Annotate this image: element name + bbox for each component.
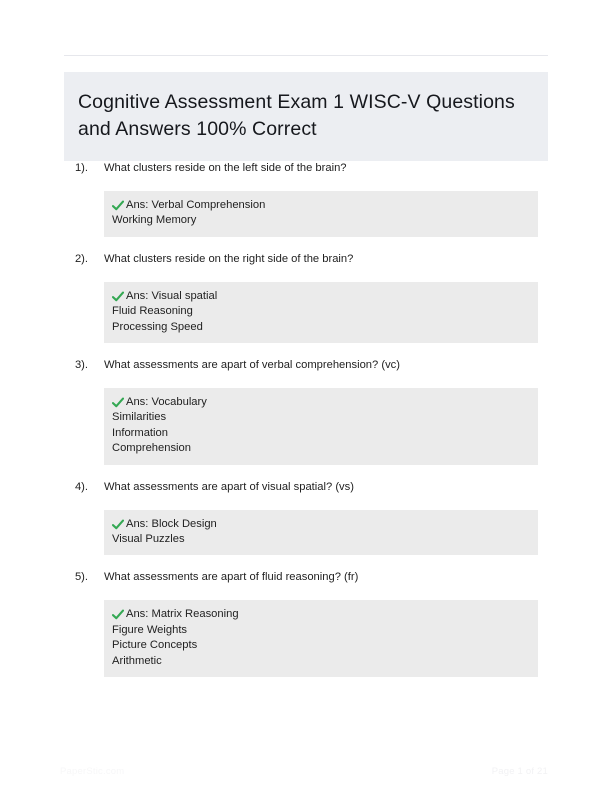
answer-text: Ans: Visual spatial — [126, 289, 218, 302]
answer-text: Comprehension — [112, 442, 191, 455]
check-mark-icon — [112, 396, 124, 409]
question-block — [0, 569, 606, 677]
answer-text: Picture Concepts — [112, 639, 198, 652]
answer-line — [112, 638, 530, 653]
question-text: What clusters reside on the right side of the brain? — [104, 252, 354, 265]
answer-text: Ans: Verbal Comprehension — [126, 199, 266, 211]
question-text: What clusters reside on the left side of the brain? — [104, 162, 347, 174]
answer-box — [104, 388, 538, 465]
answer-line — [112, 623, 530, 638]
answer-box — [104, 282, 538, 343]
page-number: Page 1 of 21 — [491, 766, 548, 777]
question-block — [0, 160, 606, 237]
answer-line-primary — [112, 395, 530, 410]
answer-text: Similarities — [112, 411, 167, 424]
question-number: 2). — [74, 252, 88, 265]
question-block — [0, 251, 606, 343]
answer-box — [104, 510, 538, 556]
answer-text: Arithmetic — [112, 654, 162, 667]
question-text: What assessments are apart of verbal comprehension? (vc) — [104, 359, 400, 372]
answer-text: Visual Puzzles — [112, 533, 185, 546]
check-mark-icon — [112, 199, 124, 212]
answer-text: Information — [112, 426, 168, 439]
watermark: PaperStic.com — [60, 766, 125, 777]
question-row — [0, 251, 606, 269]
answer-text: Working Memory — [112, 214, 197, 227]
question-row — [0, 357, 606, 375]
answer-line-primary — [112, 198, 530, 213]
answer-line — [112, 213, 530, 228]
question-row — [0, 479, 606, 497]
answer-text: Fluid Reasoning — [112, 305, 193, 318]
question-list — [0, 160, 606, 691]
question-text: What assessments are apart of visual spatial? (vs) — [104, 480, 354, 493]
answer-line-primary — [112, 517, 530, 532]
answer-text: Figure Weights — [112, 623, 188, 636]
answer-box — [104, 191, 538, 237]
question-row — [0, 160, 606, 178]
answer-line-primary — [112, 607, 530, 622]
answer-line — [112, 304, 530, 319]
check-mark-icon — [112, 518, 124, 531]
check-mark-icon — [112, 608, 124, 621]
answer-text: Ans: Vocabulary — [126, 396, 207, 409]
document-title-panel — [64, 72, 548, 161]
answer-text: Ans: Matrix Reasoning — [126, 608, 239, 621]
answer-line — [112, 654, 530, 669]
check-mark-icon — [112, 290, 124, 303]
question-row — [0, 569, 606, 587]
answer-line — [112, 532, 530, 547]
question-number: 4). — [74, 480, 88, 493]
answer-text: Processing Speed — [112, 320, 203, 333]
question-text: What assessments are apart of fluid reasoning? (fr) — [104, 571, 359, 584]
page-footer — [0, 754, 606, 800]
question-block — [0, 357, 606, 465]
page-title: Cognitive Assessment Exam 1 WISC-V Questions and Answers 100% Correct — [78, 91, 515, 140]
question-number: 1). — [74, 162, 88, 174]
answer-line-primary — [112, 289, 530, 304]
answer-line — [112, 426, 530, 441]
answer-line — [112, 410, 530, 425]
answer-line — [112, 441, 530, 456]
header-divider — [64, 55, 548, 56]
answer-text: Ans: Block Design — [126, 517, 217, 530]
answer-box — [104, 600, 538, 677]
question-number: 3). — [74, 359, 88, 372]
answer-line — [112, 320, 530, 335]
question-block — [0, 479, 606, 556]
question-number: 5). — [74, 571, 88, 584]
